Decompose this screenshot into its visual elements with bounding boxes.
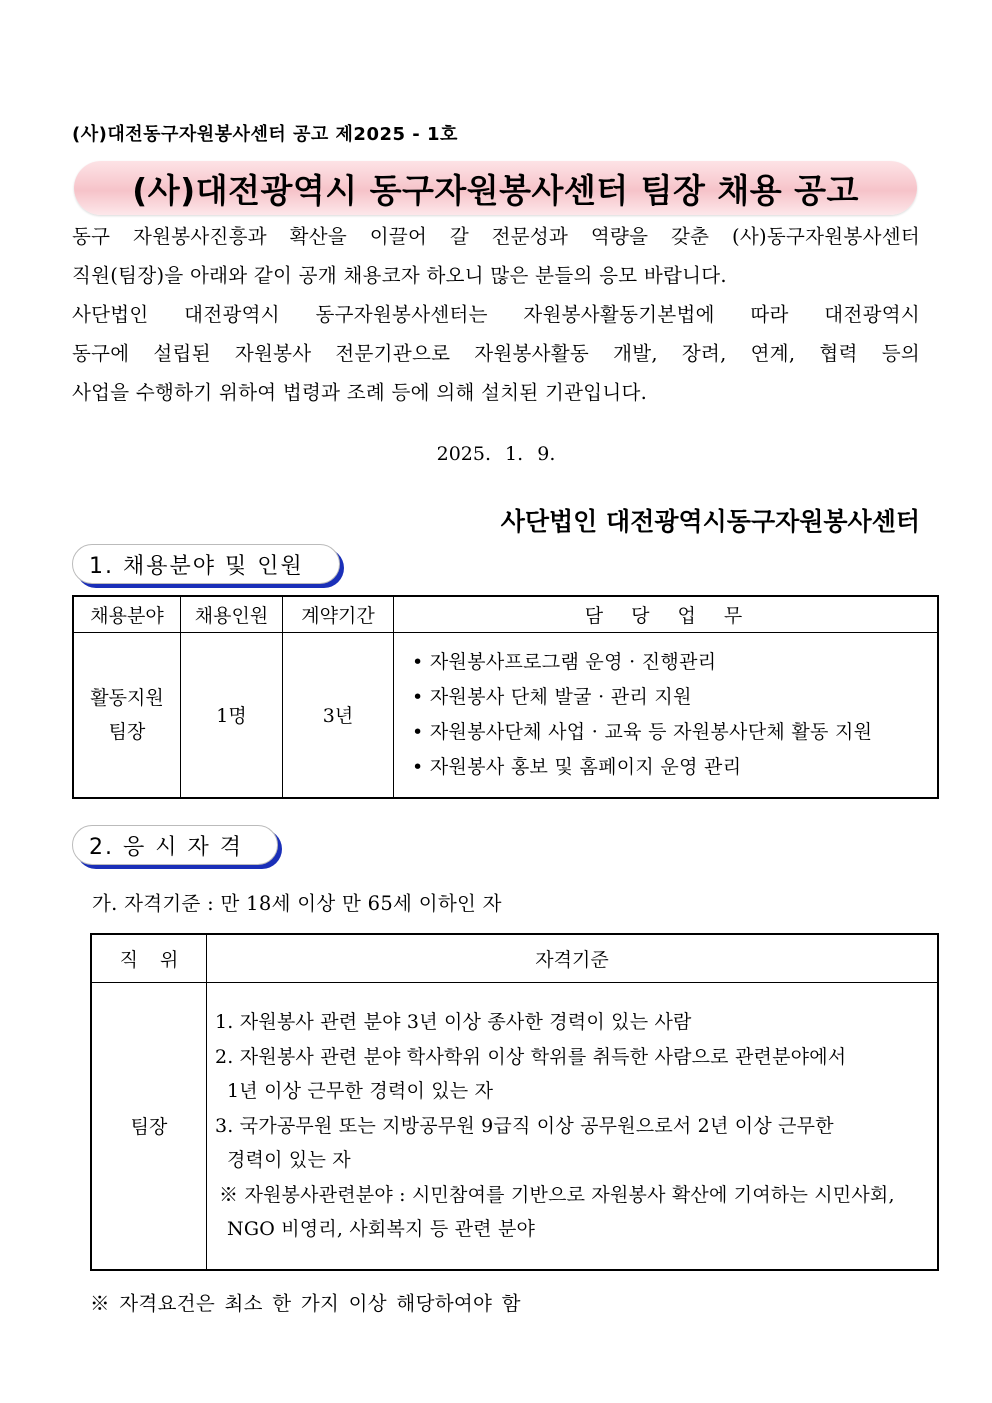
intro-line-1: 동구 자원봉사진흥과 확산을 이끌어 갈 전문성과 역량을 갖춘 (사)동구자원봉사센터 — [72, 225, 920, 248]
list-item: 2. 자원봉사 관련 분야 학사학위 이상 학위를 취득한 사람으로 관련분야에서 — [215, 1045, 847, 1068]
notice-date: 2025. 1. 9. — [436, 443, 556, 465]
list-item: • 자원봉사단체 사업 · 교육 등 자원봉사단체 활동 지원 — [412, 720, 873, 743]
section-heading-recruitment — [72, 544, 340, 584]
organization-name: 사단법인 대전광역시동구자원봉사센터 — [500, 507, 920, 536]
list-item: 경력이 있는 자 — [227, 1149, 351, 1171]
column-header: 채용분야 — [73, 596, 181, 632]
list-item: • 자원봉사 홍보 및 홈페이지 운영 관리 — [412, 755, 742, 778]
table-cell-qualifications — [207, 982, 939, 1270]
column-header: 자격기준 — [207, 934, 939, 982]
criteria-line: 가. 자격기준 : 만 18세 이상 만 65세 이하인 자 — [92, 892, 502, 915]
list-item: • 자원봉사프로그램 운영 · 진행관리 — [412, 650, 717, 673]
column-header: 담 당 업 무 — [394, 596, 939, 632]
column-header: 계약기간 — [283, 596, 394, 632]
column-header: 채용인원 — [181, 596, 283, 632]
list-item: 1년 이상 근무한 경력이 있는 자 — [227, 1080, 494, 1102]
footnote: ※ 자격요건은 최소 한 가지 이상 해당하여야 함 — [90, 1292, 521, 1315]
field-line: 팀장 — [108, 720, 146, 743]
section-heading-qualification — [72, 825, 278, 865]
title-banner — [74, 161, 917, 215]
notice-number: (사)대전동구자원봉사센터 공고 제2025 - 1호 — [72, 124, 458, 145]
list-item: • 자원봉사 단체 발굴 · 관리 지원 — [412, 685, 692, 708]
table-cell-duties — [394, 632, 939, 798]
section-heading-label: 2. 응 시 자 격 — [89, 834, 243, 860]
qualification-table — [90, 933, 939, 1271]
intro-line-3: 사단법인 대전광역시 동구자원봉사센터는 자원봉사활동기본법에 따라 대전광역시 — [72, 303, 920, 326]
page-title: (사)대전광역시 동구자원봉사센터 팀장 채용 공고 — [132, 170, 859, 210]
table-cell-period: 3년 — [283, 632, 394, 798]
list-item: 1. 자원봉사 관련 분야 3년 이상 종사한 경력이 있는 사람 — [215, 1011, 692, 1033]
list-item: 3. 국가공무원 또는 지방공무원 9급직 이상 공무원으로서 2년 이상 근무한 — [215, 1114, 834, 1137]
intro-line-2: 직원(팀장)을 아래와 같이 공개 채용코자 하오니 많은 분들의 응모 바랍니다. — [72, 264, 727, 287]
field-line: 활동지원 — [90, 686, 164, 709]
recruitment-table — [72, 595, 939, 799]
table-cell-headcount: 1명 — [181, 632, 283, 798]
list-item: ※ 자원봉사관련분야 : 시민참여를 기반으로 자원봉사 확산에 기여하는 시민사회, — [219, 1183, 895, 1206]
section-heading-label: 1. 채용분야 및 인원 — [89, 553, 304, 579]
intro-line-5: 사업을 수행하기 위하여 법령과 조례 등에 의해 설치된 기관입니다. — [72, 381, 648, 404]
list-item: NGO 비영리, 사회복지 등 관련 분야 — [227, 1218, 536, 1240]
table-cell-position: 팀장 — [91, 982, 207, 1270]
table-cell-field — [73, 632, 181, 798]
column-header: 직 위 — [91, 934, 207, 982]
intro-line-4: 동구에 설립된 자원봉사 전문기관으로 자원봉사활동 개발, 장려, 연계, 협력 등의 — [72, 342, 920, 365]
